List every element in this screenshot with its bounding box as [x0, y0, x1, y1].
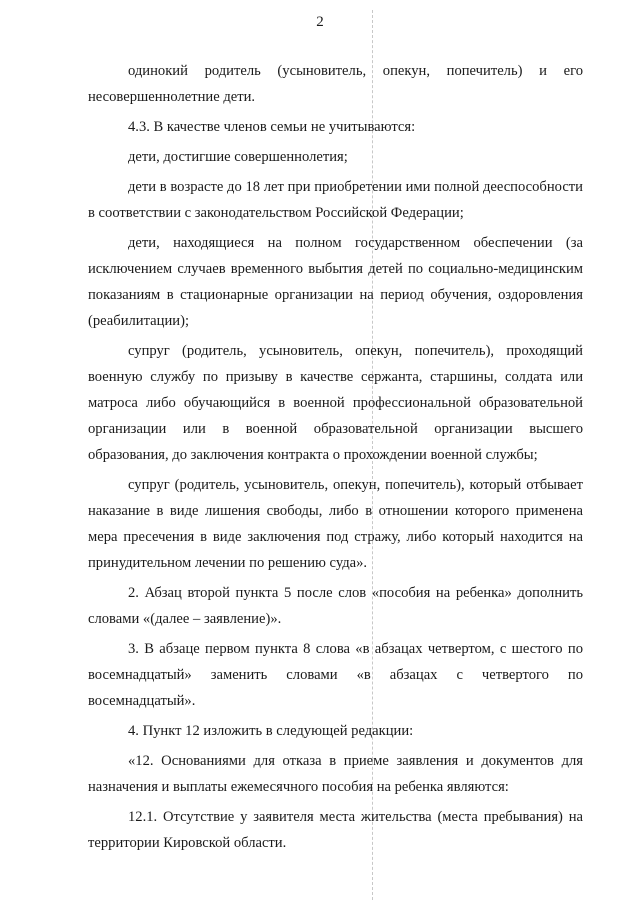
paragraph-clause-12-1: 12.1. Отсутствие у заявителя места жительства (места пребывания) на территории Кировской области. — [88, 809, 583, 851]
page-number: 2 — [316, 14, 324, 30]
paragraph-amendment-2: 2. Абзац второй пункта 5 после слов «пособия на ребенка» дополнить словами «(далее – заявление)». — [88, 585, 583, 627]
paragraph-imprisoned-spouse: супруг (родитель, усыновитель, опекун, попечитель), который отбывает наказание в виде лишения свободы, либо в отношении которого применена мера пресечения в виде заключения под стражу, либо который находится на принудительном лечении по решению суда». — [88, 477, 583, 571]
paragraph-emancipated-children: дети в возрасте до 18 лет при приобретении ими полной дееспособности в соответствии с законодательством Российской Федерации; — [88, 179, 583, 221]
paragraph-4-3-heading: 4.3. В качестве членов семьи не учитываются: — [128, 119, 416, 135]
paragraph-state-supported-children: дети, находящиеся на полном государственном обеспечении (за исключением случаев временного выбытия детей по социально-медицинским показаниям в стационарные организации на период обучения, оздоровления (реабилитации); — [88, 235, 583, 329]
paragraph-amendment-3: 3. В абзаце первом пункта 8 слова «в абзацах четвертом, с шестого по восемнадцатый» заменить словами «в абзацах с четвертого по восемнадцатый». — [88, 641, 583, 709]
paragraph-adult-children: дети, достигшие совершеннолетия; — [128, 149, 348, 165]
paragraph-single-parent: одинокий родитель (усыновитель, опекун, попечитель) и его несовершеннолетние дети. — [88, 63, 583, 105]
paragraph-clause-12: «12. Основаниями для отказа в приеме заявления и документов для назначения и выплаты ежемесячного пособия на ребенка являются: — [88, 753, 583, 795]
paragraph-military-spouse: супруг (родитель, усыновитель, опекун, попечитель), проходящий военную службу по призыву в качестве сержанта, старшины, солдата или матроса либо обучающийся в военной профессиональной образовательной организации или в военной образовательной организации высшего образования, до заключения контракта о прохождении военной службы; — [88, 343, 583, 463]
document-body — [88, 58, 583, 860]
paragraph-amendment-4: 4. Пункт 12 изложить в следующей редакции: — [128, 723, 414, 739]
